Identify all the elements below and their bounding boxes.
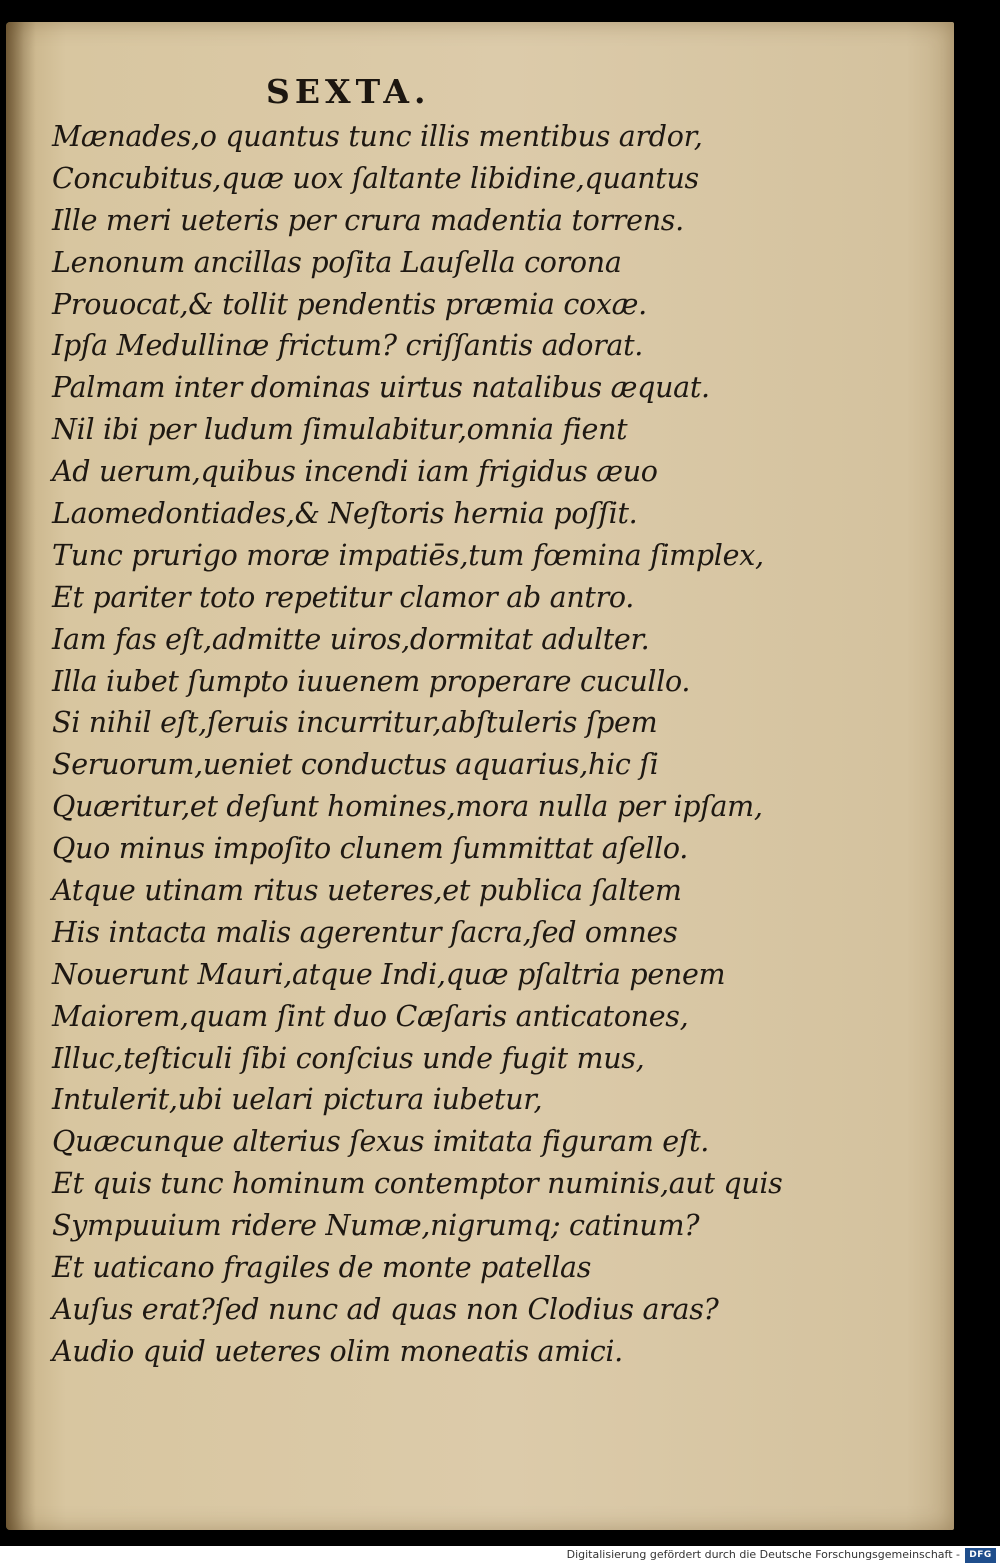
verse-block	[52, 116, 783, 1373]
verse-line: Illa iubet ſumpto iuuenem properare cucullo.	[52, 664, 691, 698]
gutter-shadow	[6, 22, 36, 1530]
verse-line: His intacta malis agerentur ſacra,ſed omnes	[52, 915, 678, 949]
verse-line: Maiorem,quam ſint duo Cæſaris anticatones,	[52, 999, 689, 1033]
verse-line: Atque utinam ritus ueteres,et publica ſaltem	[52, 874, 682, 908]
verse-line: Seruorum,ueniet conductus aquarius,hic ſi	[52, 748, 659, 782]
footer-bar	[0, 1546, 1000, 1566]
verse-line: Si nihil eſt,ſeruis incurritur,abſtuleris ſpem	[52, 706, 658, 740]
verse-line: Iam fas eſt,admitte uiros,dormitat adulter.	[52, 622, 650, 656]
verse-line: Nil ibi per ludum ſimulabitur,omnia fient	[52, 413, 628, 447]
verse-line: Et pariter toto repetitur clamor ab antro.	[52, 580, 635, 614]
book-page	[6, 22, 954, 1530]
verse-line: Laomedontiades,& Neſtoris hernia poſſit.	[52, 497, 638, 531]
verse-line: Quæritur,et deſunt homines,mora nulla per ipſam,	[52, 790, 763, 824]
verse-line: Illuc,teſticuli ſibi conſcius unde fugit mus,	[52, 1041, 645, 1075]
verse-line: Sympuuium ridere Numæ,nigrumq; catinum?	[52, 1209, 700, 1243]
verse-line: Quæcunque alterius ſexus imitata figuram eſt.	[52, 1125, 710, 1159]
verse-line: Tunc prurigo moræ impatiēs,tum fœmina ſimplex,	[52, 538, 764, 572]
verse-line: Mænades,o quantus tunc illis mentibus ardor,	[52, 120, 703, 153]
verse-line: Audio quid ueteres olim moneatis amici.	[52, 1334, 623, 1368]
verse-line: Intulerit,ubi uelari pictura iubetur,	[52, 1083, 543, 1117]
verse-line: Palmam inter dominas uirtus natalibus æquat.	[52, 371, 710, 405]
verse-line: Quo minus impoſito clunem ſummittat aſello.	[52, 832, 689, 866]
verse-line: Et quis tunc hominum contemptor numinis,aut quis	[52, 1167, 783, 1201]
verse-line: Lenonum ancillas poſita Lauſella corona	[52, 245, 622, 279]
verse-line: Ille meri ueteris per crura madentia torrens.	[52, 203, 684, 237]
verse-line: Concubitus,quæ uox ſaltante libidine,quantus	[52, 161, 699, 195]
verse-line: Ipſa Medullinæ frictum? criſſantis adorat.	[52, 329, 644, 363]
funding-credit: Digitalisierung gefördert durch die Deutsche Forschungsgemeinschaft -	[566, 1548, 960, 1561]
verse-line: Nouerunt Mauri,atque Indi,quæ pſaltria penem	[52, 957, 726, 991]
verse-line: Ad uerum,quibus incendi iam frigidus æuo	[52, 455, 658, 489]
verse-line: Et uaticano fragiles de monte patellas	[52, 1251, 592, 1285]
verse-line: Prouocat,& tollit pendentis præmia coxæ.	[52, 287, 647, 321]
running-head: SEXTA.	[266, 72, 431, 111]
verse-line: Auſus erat?ſed nunc ad quas non Clodius aras?	[52, 1292, 719, 1326]
dfg-logo: DFG	[965, 1548, 996, 1563]
